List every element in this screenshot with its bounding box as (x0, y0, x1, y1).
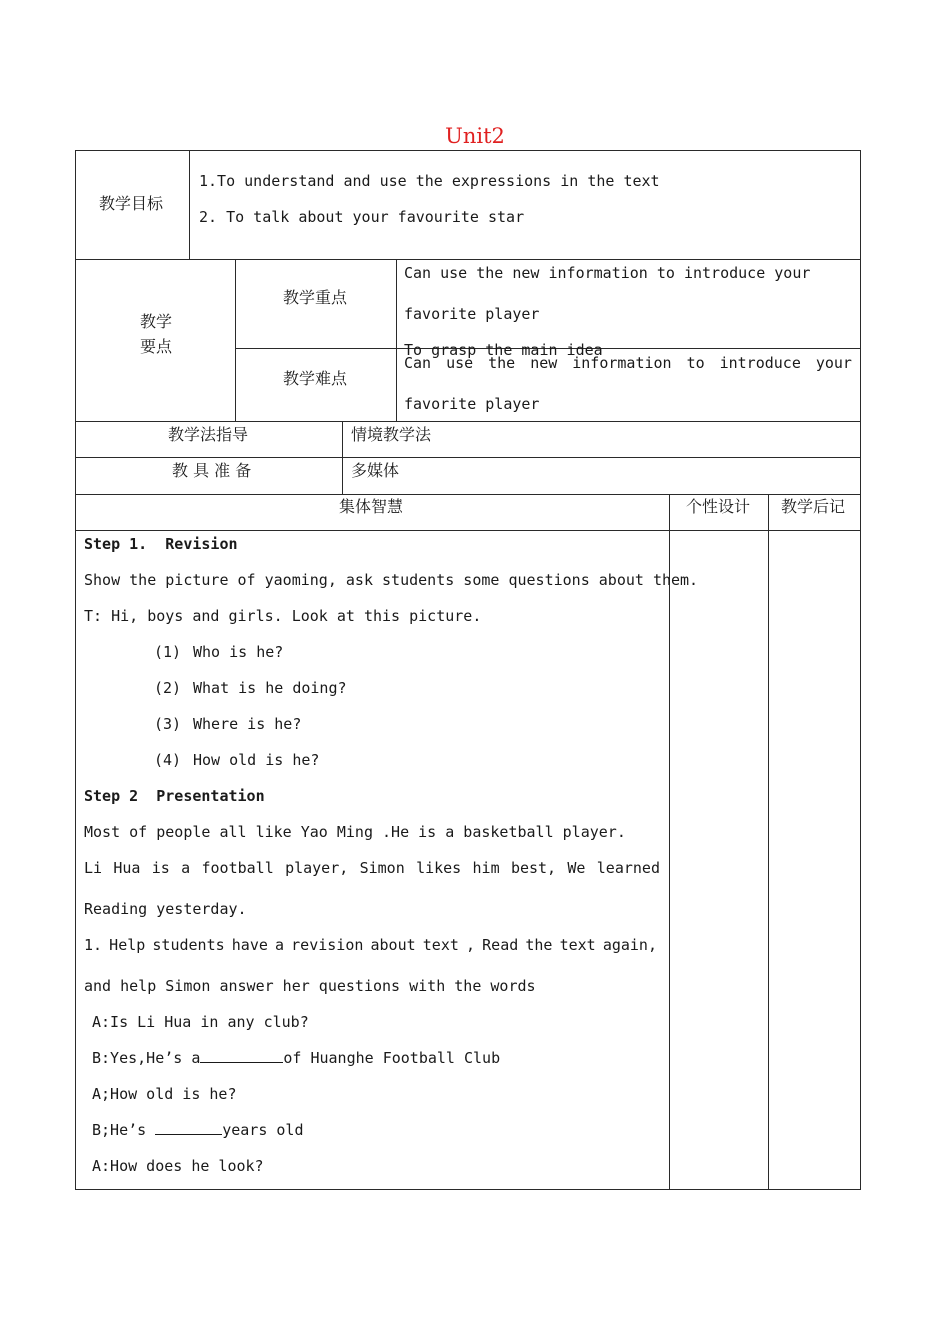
question-number: (3) (154, 715, 182, 733)
word: your (815, 354, 852, 372)
divider (342, 421, 343, 495)
word: again, (602, 936, 657, 954)
divider (396, 259, 397, 422)
word: the (488, 354, 516, 372)
task-line-1 (84, 935, 657, 955)
dialogue-b1 (92, 1048, 500, 1068)
dialogue-b2-start: B;He’s (92, 1121, 156, 1139)
word: text (422, 936, 459, 954)
question-text: What is he doing? (193, 679, 347, 697)
answer-blank (155, 1120, 222, 1135)
step1-title: Step 1. Revision (84, 535, 238, 553)
word: player, (285, 859, 349, 877)
word: Help (109, 936, 146, 954)
step1-teacher: T: Hi, boys and girls. Look at this picture. (84, 607, 482, 625)
word: is (151, 859, 170, 877)
word: use (446, 354, 474, 372)
column-notes-header: 教学后记 (781, 497, 846, 516)
divider (75, 530, 861, 531)
word: information (572, 354, 672, 372)
word: Hua (113, 859, 141, 877)
question-text: How old is he? (193, 751, 320, 769)
step2-line-3: Reading yesterday. (84, 900, 247, 918)
question-number: (1) (154, 643, 182, 661)
word: 1. (84, 936, 103, 954)
word: a (181, 859, 191, 877)
tools-label: 教 具 准 备 (172, 461, 252, 480)
focus-line-1: Can use the new information to introduce your (404, 264, 811, 282)
word: learned (596, 859, 660, 877)
tools-value: 多媒体 (351, 461, 400, 480)
divider (768, 494, 769, 1190)
divider (75, 457, 861, 458)
word: have (231, 936, 268, 954)
method-label: 教学法指导 (168, 425, 249, 444)
focus-line-3-clip (404, 340, 804, 359)
key-points-label-1: 教学 (140, 312, 173, 331)
focus-label: 教学重点 (283, 288, 348, 307)
word: , (466, 936, 476, 954)
step2-line-1: Most of people all like Yao Ming .He is a basketball player. (84, 823, 626, 841)
dialogue-b1-start: B:Yes,He’s a (92, 1049, 201, 1067)
objectives-table (75, 150, 861, 260)
divider (189, 150, 190, 260)
word: Can (404, 354, 432, 372)
column-design-header: 个性设计 (686, 497, 751, 516)
dialogue-a2: A;How old is he? (92, 1085, 237, 1103)
step2-line-2 (84, 858, 660, 878)
word: Li (84, 859, 103, 877)
dialogue-b2-end: years old (222, 1121, 304, 1139)
objectives-label: 教学目标 (99, 194, 164, 213)
objective-item-2: 2. To talk about your favourite star (199, 208, 525, 226)
word: revision (291, 936, 364, 954)
dialogue-a1: A:Is Li Hua in any club? (92, 1013, 309, 1031)
word: the (525, 936, 553, 954)
word: a (275, 936, 285, 954)
step1-intro: Show the picture of yaoming, ask students some questions about them. (84, 571, 699, 589)
word: Simon (359, 859, 405, 877)
dialogue-a3: A:How does he look? (92, 1157, 264, 1175)
dialogue-b2 (92, 1120, 304, 1140)
word: best, (510, 859, 557, 877)
word: students (152, 936, 225, 954)
answer-blank (200, 1048, 283, 1063)
difficulty-label: 教学难点 (283, 369, 348, 388)
divider (669, 494, 670, 1190)
column-main-header: 集体智慧 (339, 497, 404, 516)
page-title: Unit2 (445, 124, 505, 148)
word: new (530, 354, 558, 372)
difficulty-line-2: favorite player (404, 395, 540, 413)
key-points-label-2: 要点 (140, 337, 173, 356)
difficulty-line-1 (404, 353, 852, 373)
step2-title: Step 2 Presentation (84, 787, 265, 805)
word: introduce (719, 354, 801, 372)
word: likes (416, 859, 462, 877)
word: football (201, 859, 274, 877)
question-text: Where is he? (193, 715, 302, 733)
divider (235, 259, 236, 422)
question-number: (2) (154, 679, 182, 697)
word: about (370, 936, 416, 954)
word: him (472, 859, 500, 877)
task-line-2: and help Simon answer her questions with the words (84, 977, 536, 995)
question-number: (4) (154, 751, 182, 769)
dialogue-b1-end: of Huanghe Football Club (283, 1049, 501, 1067)
focus-line-2: favorite player (404, 305, 540, 323)
word: We (567, 859, 586, 877)
method-value: 情境教学法 (351, 425, 432, 444)
word: text (559, 936, 596, 954)
focus-line-3: To grasp the main idea (404, 341, 603, 359)
word: to (686, 354, 705, 372)
question-text: Who is he? (193, 643, 284, 661)
objective-item-1: 1.To understand and use the expressions in the text (199, 172, 660, 190)
word: Read (482, 936, 519, 954)
